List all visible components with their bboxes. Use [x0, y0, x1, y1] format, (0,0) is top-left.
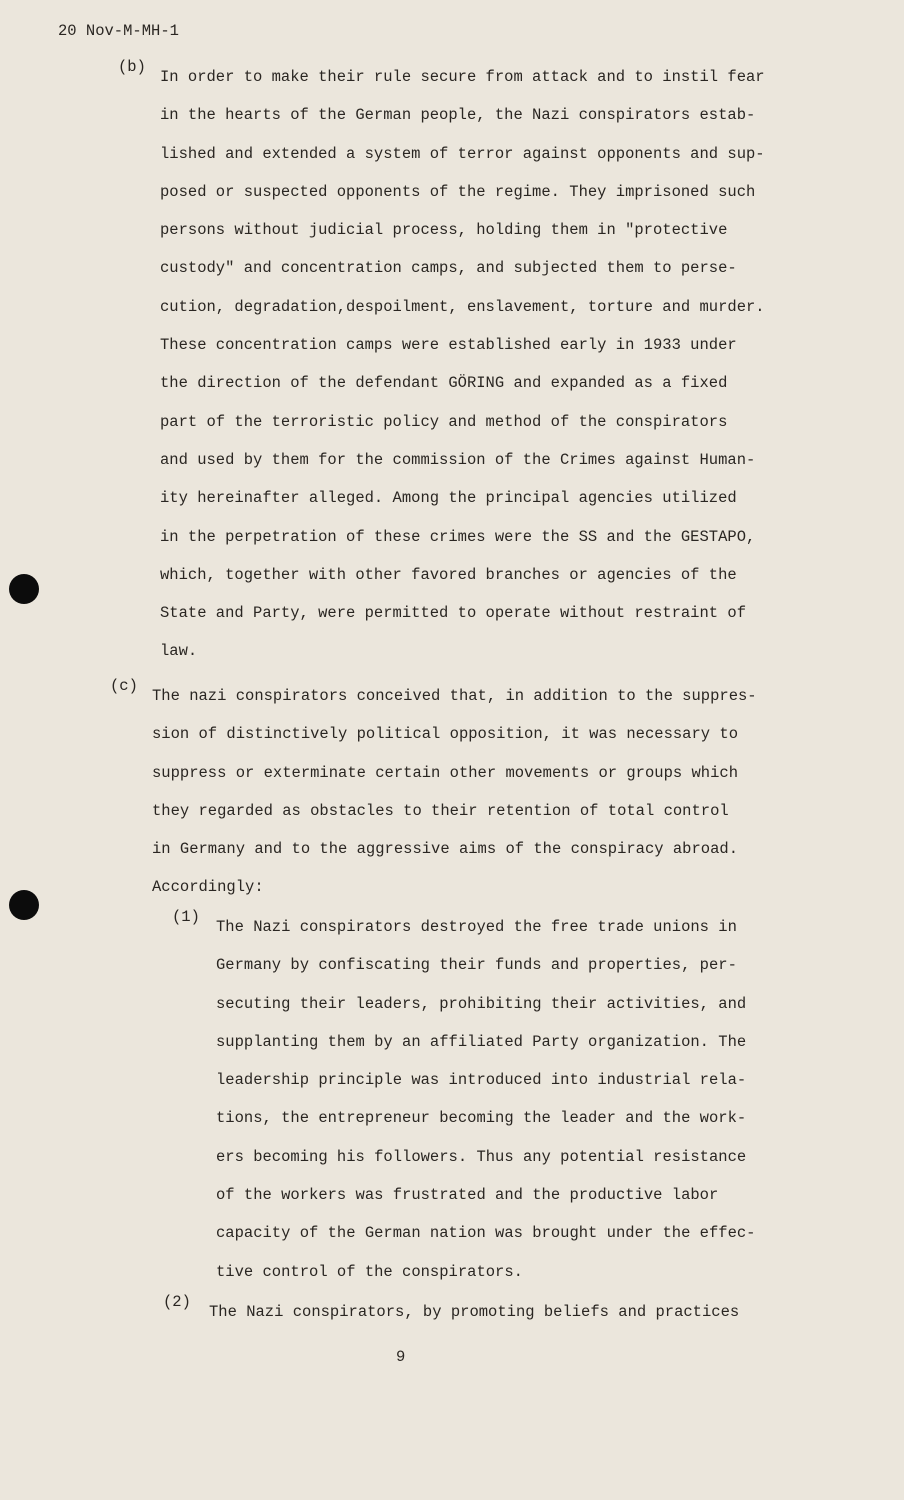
- document-id: 20 Nov-M-MH-1: [58, 22, 179, 40]
- subparagraph-2: [163, 1293, 803, 1331]
- text-line: In order to make their rule secure from attack and to instil fear: [160, 68, 765, 86]
- paragraph-b: [118, 58, 818, 671]
- text-line: ity hereinafter alleged. Among the principal agencies utilized: [160, 489, 737, 508]
- paragraph-label: (1): [172, 908, 200, 926]
- text-line: Germany by confiscating their funds and properties, per-: [216, 956, 737, 975]
- text-line: suppress or exterminate certain other movements or groups which: [152, 763, 738, 782]
- text-line: secuting their leaders, prohibiting their activities, and: [216, 994, 747, 1013]
- text-line: Accordingly:: [152, 878, 264, 897]
- text-line: law.: [160, 642, 198, 661]
- text-line: sion of distinctively political opposition, it was necessary to: [152, 725, 738, 744]
- text-line: leadership principle was introduced into industrial rela-: [216, 1071, 747, 1090]
- text-line: ers becoming his followers. Thus any potential resistance: [216, 1147, 747, 1166]
- text-line: which, together with other favored branches or agencies of the: [160, 565, 737, 584]
- text-line: The Nazi conspirators, by promoting beliefs and practices: [209, 1303, 740, 1321]
- paragraph-body: [152, 677, 810, 907]
- paragraph-label: (c): [110, 677, 138, 695]
- text-line: lished and extended a system of terror against opponents and sup-: [160, 144, 765, 163]
- text-line: of the workers was frustrated and the productive labor: [216, 1186, 719, 1205]
- text-line: the direction of the defendant GÖRING and expanded as a fixed: [160, 374, 728, 393]
- paragraph-body: [160, 58, 818, 671]
- text-line: tions, the entrepreneur becoming the leader and the work-: [216, 1109, 747, 1128]
- text-line: capacity of the German nation was brought under the effec-: [216, 1224, 756, 1243]
- text-line: State and Party, were permitted to operate without restraint of: [160, 604, 746, 623]
- paragraph-body: [209, 1293, 803, 1331]
- page-number: 9: [396, 1348, 406, 1366]
- text-line: The nazi conspirators conceived that, in addition to the suppres-: [152, 687, 757, 705]
- text-line: posed or suspected opponents of the regime. They imprisoned such: [160, 182, 756, 201]
- text-line: in the hearts of the German people, the Nazi conspirators estab-: [160, 106, 756, 125]
- paragraph-c: [110, 677, 810, 907]
- punch-hole: [9, 574, 39, 604]
- text-line: supplanting them by an affiliated Party organization. The: [216, 1032, 747, 1051]
- text-line: cution, degradation,despoilment, enslavement, torture and murder.: [160, 297, 765, 316]
- paragraph-label: (2): [163, 1293, 191, 1311]
- paragraph-body: [216, 908, 792, 1291]
- paragraph-label: (b): [118, 58, 146, 76]
- subparagraph-1: [172, 908, 792, 1291]
- text-line: part of the terroristic policy and method of the conspirators: [160, 412, 728, 431]
- text-line: These concentration camps were established early in 1933 under: [160, 336, 737, 355]
- text-line: tive control of the conspirators.: [216, 1262, 523, 1281]
- punch-hole: [9, 890, 39, 920]
- text-line: in Germany and to the aggressive aims of the conspiracy abroad.: [152, 840, 738, 859]
- text-line: in the perpetration of these crimes were the SS and the GESTAPO,: [160, 527, 756, 546]
- text-line: custody" and concentration camps, and subjected them to perse-: [160, 259, 737, 278]
- text-line: and used by them for the commission of the Crimes against Human-: [160, 450, 756, 469]
- text-line: The Nazi conspirators destroyed the free trade unions in: [216, 918, 737, 936]
- text-line: persons without judicial process, holding them in "protective: [160, 221, 728, 240]
- text-line: they regarded as obstacles to their retention of total control: [152, 801, 729, 820]
